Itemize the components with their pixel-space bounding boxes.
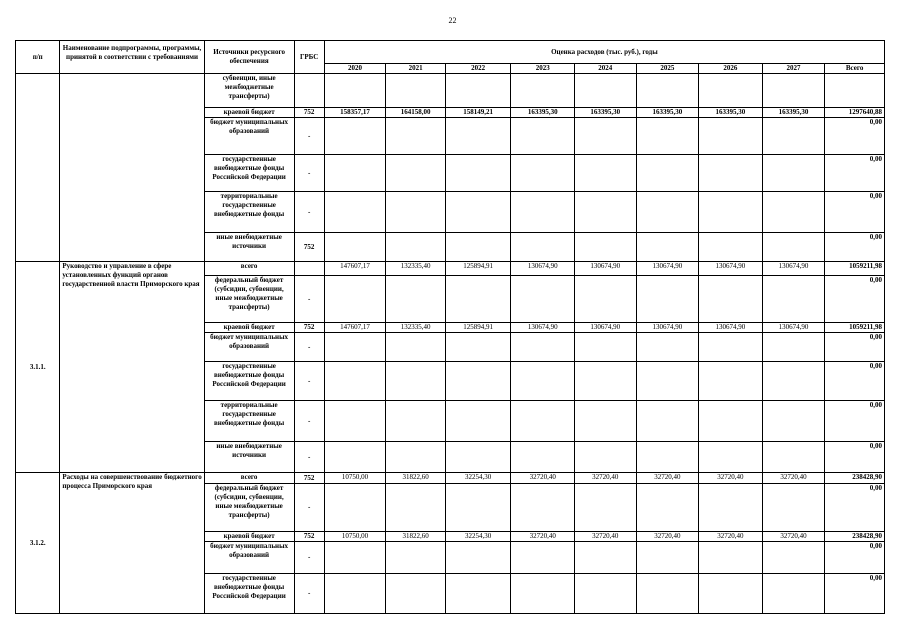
year-value — [445, 484, 511, 532]
funding-source: краевой бюджет — [204, 108, 294, 118]
header-name: Наименование подпрограммы, программы, принятой в соответствии с требованиями — [60, 41, 204, 74]
year-value — [575, 484, 637, 532]
year-value — [445, 542, 511, 574]
row-total: 0,00 — [825, 401, 885, 442]
year-value — [511, 442, 575, 473]
table-row — [16, 74, 885, 108]
year-value — [386, 74, 446, 108]
year-value: 158357,17 — [324, 108, 386, 118]
year-value — [636, 542, 699, 574]
year-value: 10750,00 — [324, 532, 386, 542]
year-value — [324, 74, 386, 108]
year-value — [324, 484, 386, 532]
header-year: 2023 — [511, 64, 575, 74]
year-value — [511, 276, 575, 323]
year-value — [324, 276, 386, 323]
year-value: 32720,40 — [762, 473, 825, 484]
year-value: 130674,90 — [575, 262, 637, 276]
grbs-code: - — [294, 401, 324, 442]
funding-source: всего — [204, 262, 294, 276]
row-number — [16, 74, 60, 262]
funding-source: всего — [204, 473, 294, 484]
year-value — [575, 574, 637, 614]
row-total: 0,00 — [825, 442, 885, 473]
year-value — [762, 118, 825, 155]
grbs-code: 752 — [294, 323, 324, 333]
year-value — [324, 362, 386, 401]
year-value: 31822,60 — [386, 532, 446, 542]
funding-source: бюджет муниципальных образований — [204, 118, 294, 155]
header-grbs: ГРБС — [294, 41, 324, 74]
grbs-code: - — [294, 574, 324, 614]
grbs-code — [294, 262, 324, 276]
year-value: 32720,40 — [636, 473, 699, 484]
year-value — [445, 574, 511, 614]
year-value: 163395,30 — [762, 108, 825, 118]
year-value — [386, 542, 446, 574]
year-value: 130674,90 — [511, 323, 575, 333]
year-value: 32720,40 — [636, 532, 699, 542]
funding-source: бюджет муниципальных образований — [204, 333, 294, 362]
year-value — [445, 333, 511, 362]
page-number: 22 — [448, 16, 457, 25]
funding-source: федеральный бюджет (субсидии, субвенции, иные межбюджетные трансферты) — [204, 276, 294, 323]
year-value — [386, 574, 446, 614]
year-value — [386, 333, 446, 362]
year-value — [511, 118, 575, 155]
program-name: Руководство и управление в сфере установленных функций органов государственной власти Приморского края — [60, 262, 204, 473]
year-value — [699, 74, 763, 108]
year-value: 132335,40 — [386, 323, 446, 333]
year-value — [636, 155, 699, 192]
year-value — [575, 192, 637, 233]
row-total: 0,00 — [825, 362, 885, 401]
year-value — [511, 233, 575, 262]
year-value — [699, 401, 763, 442]
row-total — [825, 74, 885, 108]
year-value — [511, 542, 575, 574]
year-value — [762, 333, 825, 362]
year-value — [699, 333, 763, 362]
year-value — [762, 484, 825, 532]
year-value — [762, 542, 825, 574]
year-value — [762, 155, 825, 192]
year-value: 163395,30 — [636, 108, 699, 118]
year-value — [386, 276, 446, 323]
year-value — [324, 333, 386, 362]
year-value: 147607,17 — [324, 262, 386, 276]
grbs-code: - — [294, 362, 324, 401]
year-value — [575, 155, 637, 192]
year-value: 32720,40 — [762, 532, 825, 542]
year-value — [699, 484, 763, 532]
grbs-code: 752 — [294, 108, 324, 118]
row-total: 238428,90 — [825, 532, 885, 542]
year-value — [699, 362, 763, 401]
year-value — [445, 442, 511, 473]
year-value — [636, 362, 699, 401]
funding-source: иные внебюджетные источники — [204, 442, 294, 473]
header-source: Источники ресурсного обеспечения — [204, 41, 294, 74]
row-total: 0,00 — [825, 542, 885, 574]
year-value: 158149,21 — [445, 108, 511, 118]
year-value — [386, 155, 446, 192]
funding-source: территориальные государственные внебюджетные фонды — [204, 192, 294, 233]
grbs-code: - — [294, 442, 324, 473]
row-number: 3.1.1. — [16, 262, 60, 473]
year-value — [762, 233, 825, 262]
year-value — [445, 233, 511, 262]
year-value: 32720,40 — [575, 473, 637, 484]
header-year: 2022 — [445, 64, 511, 74]
year-value — [386, 233, 446, 262]
year-value — [324, 574, 386, 614]
year-value — [445, 362, 511, 401]
grbs-code: 752 — [294, 473, 324, 484]
year-value — [324, 155, 386, 192]
year-value — [511, 333, 575, 362]
year-value — [511, 484, 575, 532]
year-value — [324, 192, 386, 233]
header-year: 2026 — [699, 64, 763, 74]
year-value — [762, 442, 825, 473]
row-total: 1297640,88 — [825, 108, 885, 118]
year-value: 31822,60 — [386, 473, 446, 484]
header-year: 2024 — [575, 64, 637, 74]
year-value: 130674,90 — [762, 262, 825, 276]
year-value: 125894,91 — [445, 323, 511, 333]
year-value — [445, 401, 511, 442]
year-value: 125894,91 — [445, 262, 511, 276]
funding-source: территориальные государственные внебюджетные фонды — [204, 401, 294, 442]
header-year: 2027 — [762, 64, 825, 74]
year-value — [386, 118, 446, 155]
year-value — [324, 401, 386, 442]
funding-source: бюджет муниципальных образований — [204, 542, 294, 574]
year-value — [699, 155, 763, 192]
row-total: 0,00 — [825, 192, 885, 233]
year-value — [636, 74, 699, 108]
year-value — [445, 118, 511, 155]
year-value — [511, 74, 575, 108]
funding-source: субвенции, иные межбюджетные трансферты) — [204, 74, 294, 108]
funding-source: краевой бюджет — [204, 532, 294, 542]
grbs-code: - — [294, 118, 324, 155]
row-total: 0,00 — [825, 333, 885, 362]
year-value — [762, 362, 825, 401]
year-value: 32254,30 — [445, 473, 511, 484]
row-total: 0,00 — [825, 484, 885, 532]
row-total: 0,00 — [825, 574, 885, 614]
grbs-code: - — [294, 542, 324, 574]
grbs-code: - — [294, 484, 324, 532]
year-value — [324, 542, 386, 574]
year-value — [575, 118, 637, 155]
year-value — [511, 574, 575, 614]
header-estimate: Оценка расходов (тыс. руб.), годы — [324, 41, 884, 64]
header-total: Всего — [825, 64, 885, 74]
year-value: 163395,30 — [511, 108, 575, 118]
year-value — [386, 192, 446, 233]
year-value — [762, 401, 825, 442]
year-value: 130674,90 — [636, 262, 699, 276]
year-value — [511, 401, 575, 442]
year-value: 32720,40 — [511, 532, 575, 542]
year-value — [762, 276, 825, 323]
year-value: 163395,30 — [699, 108, 763, 118]
year-value: 132335,40 — [386, 262, 446, 276]
year-value — [575, 276, 637, 323]
year-value: 10750,00 — [324, 473, 386, 484]
year-value — [762, 574, 825, 614]
row-total: 238428,90 — [825, 473, 885, 484]
grbs-code: - — [294, 155, 324, 192]
year-value — [575, 442, 637, 473]
funding-source: государственные внебюджетные фонды Российской Федерации — [204, 362, 294, 401]
year-value: 147607,17 — [324, 323, 386, 333]
grbs-code: - — [294, 192, 324, 233]
year-value — [636, 442, 699, 473]
year-value — [575, 333, 637, 362]
header-year: 2021 — [386, 64, 446, 74]
grbs-code: 752 — [294, 233, 324, 262]
year-value — [575, 74, 637, 108]
year-value — [386, 401, 446, 442]
header-year: 2020 — [324, 64, 386, 74]
year-value — [636, 192, 699, 233]
year-value — [575, 542, 637, 574]
funding-source: краевой бюджет — [204, 323, 294, 333]
row-total: 0,00 — [825, 233, 885, 262]
grbs-code — [294, 74, 324, 108]
year-value — [324, 118, 386, 155]
year-value — [636, 233, 699, 262]
program-name — [60, 74, 204, 262]
row-total: 0,00 — [825, 118, 885, 155]
year-value — [324, 442, 386, 473]
year-value — [575, 362, 637, 401]
row-number: 3.1.2. — [16, 473, 60, 614]
year-value — [386, 442, 446, 473]
year-value — [636, 333, 699, 362]
year-value — [636, 276, 699, 323]
year-value: 130674,90 — [699, 323, 763, 333]
row-total: 1059211,98 — [825, 262, 885, 276]
row-total: 0,00 — [825, 155, 885, 192]
table-body — [16, 74, 885, 614]
year-value — [636, 401, 699, 442]
year-value: 130674,90 — [575, 323, 637, 333]
year-value — [636, 574, 699, 614]
year-value: 130674,90 — [762, 323, 825, 333]
row-total: 1059211,98 — [825, 323, 885, 333]
budget-table — [15, 40, 885, 614]
year-value — [324, 233, 386, 262]
year-value — [699, 276, 763, 323]
header-year: 2025 — [636, 64, 699, 74]
year-value: 32720,40 — [699, 473, 763, 484]
year-value — [699, 442, 763, 473]
year-value — [386, 484, 446, 532]
year-value — [575, 401, 637, 442]
year-value: 32720,40 — [575, 532, 637, 542]
year-value: 163395,30 — [575, 108, 637, 118]
year-value — [699, 118, 763, 155]
year-value — [762, 74, 825, 108]
year-value — [762, 192, 825, 233]
year-value — [699, 233, 763, 262]
year-value — [699, 574, 763, 614]
row-total: 0,00 — [825, 276, 885, 323]
funding-source: государственные внебюджетные фонды Российской Федерации — [204, 155, 294, 192]
year-value: 32720,40 — [699, 532, 763, 542]
year-value — [699, 192, 763, 233]
year-value — [636, 484, 699, 532]
year-value: 32720,40 — [511, 473, 575, 484]
year-value — [445, 192, 511, 233]
year-value: 130674,90 — [636, 323, 699, 333]
year-value — [445, 276, 511, 323]
year-value — [511, 155, 575, 192]
header-num: п/п — [16, 41, 60, 74]
funding-source: иные внебюджетные источники — [204, 233, 294, 262]
year-value: 130674,90 — [511, 262, 575, 276]
year-value — [636, 118, 699, 155]
funding-source: государственные внебюджетные фонды Российской Федерации — [204, 574, 294, 614]
funding-source: федеральный бюджет (субсидии, субвенции, иные межбюджетные трансферты) — [204, 484, 294, 532]
year-value — [575, 233, 637, 262]
year-value: 32254,30 — [445, 532, 511, 542]
year-value — [386, 362, 446, 401]
year-value: 164158,00 — [386, 108, 446, 118]
year-value: 130674,90 — [699, 262, 763, 276]
table-row — [16, 473, 885, 484]
table-row — [16, 262, 885, 276]
grbs-code: - — [294, 276, 324, 323]
grbs-code: 752 — [294, 532, 324, 542]
program-name: Расходы на совершенствование бюджетного процесса Приморского края — [60, 473, 204, 614]
year-value — [445, 74, 511, 108]
year-value — [445, 155, 511, 192]
grbs-code: - — [294, 333, 324, 362]
year-value — [511, 362, 575, 401]
year-value — [699, 542, 763, 574]
year-value — [511, 192, 575, 233]
